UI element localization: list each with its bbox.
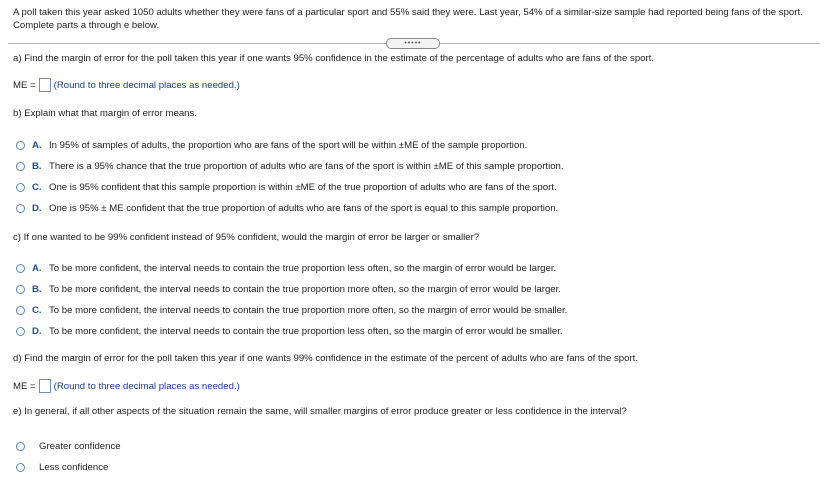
me-input-95[interactable]	[39, 78, 51, 92]
part-e-option-greater[interactable]	[16, 441, 121, 452]
option-letter: C.	[32, 182, 42, 193]
part-e-option-less[interactable]	[16, 462, 108, 473]
option-text: In 95% of samples of adults, the proportion who are fans of the sport will be within ±ME of the sample proportion.	[49, 140, 528, 151]
part-c-option-c[interactable]	[16, 305, 567, 316]
part-d-question: d) Find the margin of error for the poll taken this year if one wants 99% confidence in the estimate of the percent of adults who are fans of the sport.	[13, 353, 639, 364]
part-c-option-b[interactable]	[16, 284, 561, 295]
radio-button[interactable]	[16, 306, 25, 315]
part-b-option-c[interactable]	[16, 182, 557, 193]
round-hint: (Round to three decimal places as needed.)	[53, 79, 240, 91]
option-letter: D.	[32, 203, 42, 214]
option-text: To be more confident, the interval needs to contain the true proportion less often, so the margin of error would be larger.	[49, 263, 557, 274]
me-input-99[interactable]	[39, 379, 51, 393]
part-b-option-b[interactable]	[16, 161, 564, 172]
option-letter: A.	[32, 140, 42, 151]
radio-button[interactable]	[16, 162, 25, 171]
part-a-question: a) Find the margin of error for the poll taken this year if one wants 95% confidence in the estimate of the percentage of adults who are fans of the sport.	[13, 53, 655, 64]
part-b-question: b) Explain what that margin of error means.	[13, 108, 197, 119]
part-b-option-d[interactable]	[16, 203, 558, 214]
part-b-option-a[interactable]	[16, 140, 527, 151]
part-c-option-d[interactable]	[16, 326, 563, 337]
me-label: ME =	[13, 380, 36, 392]
radio-button[interactable]	[16, 463, 25, 472]
option-text: Greater confidence	[39, 441, 121, 452]
option-text: To be more confident, the interval needs to contain the true proportion more often, so the margin of error would be larger.	[49, 284, 561, 295]
option-text: To be more confident, the interval needs to contain the true proportion more often, so the margin of error would be smaller.	[49, 305, 568, 316]
option-letter: A.	[32, 263, 42, 274]
option-text: To be more confident, the interval needs to contain the true proportion less often, so the margin of error would be smaller.	[49, 326, 563, 337]
option-text: Less confidence	[39, 462, 109, 473]
part-d-answer-row	[13, 379, 240, 393]
radio-button[interactable]	[16, 264, 25, 273]
option-letter: D.	[32, 326, 42, 337]
option-letter: C.	[32, 305, 42, 316]
part-e-question: e) In general, if all other aspects of the situation remain the same, will smaller margins of error produce greater or less confidence in the interval?	[13, 406, 627, 417]
radio-button[interactable]	[16, 327, 25, 336]
radio-button[interactable]	[16, 285, 25, 294]
radio-button[interactable]	[16, 141, 25, 150]
part-c-question: c) If one wanted to be 99% confident instead of 95% confident, would the margin of error be larger or smaller?	[13, 232, 480, 243]
part-a-answer-row	[13, 78, 240, 92]
radio-button[interactable]	[16, 442, 25, 451]
option-text: One is 95% confident that this sample proportion is within ±ME of the true proportion of adults who are fans of the sport.	[49, 182, 557, 193]
option-text: One is 95% ± ME confident that the true proportion of adults who are fans of the sport is equal to this sample proportion.	[49, 203, 559, 214]
expand-button[interactable]: •••••	[386, 38, 440, 49]
option-letter: B.	[32, 284, 42, 295]
problem-intro: A poll taken this year asked 1050 adults whether they were fans of a particular sport and 55% said they were. Last year, 54% of a similar-size sample had reported being fans of the sport. Complete parts a through e below.	[13, 7, 803, 31]
option-letter: B.	[32, 161, 42, 172]
option-text: There is a 95% chance that the true proportion of adults who are fans of the sport is within ±ME of this sample proportion.	[49, 161, 564, 172]
round-hint: (Round to three decimal places as needed.)	[53, 380, 240, 392]
part-c-option-a[interactable]	[16, 263, 556, 274]
radio-button[interactable]	[16, 204, 25, 213]
me-label: ME =	[13, 79, 36, 91]
radio-button[interactable]	[16, 183, 25, 192]
